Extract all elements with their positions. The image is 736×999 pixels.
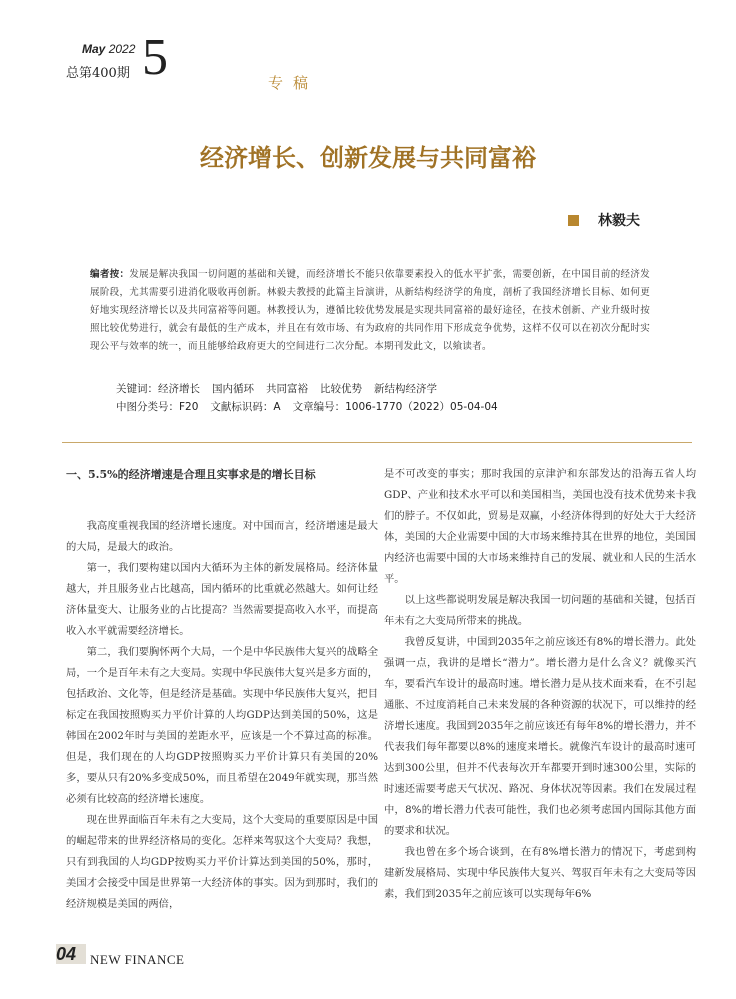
keyword: 新结构经济学: [374, 383, 437, 395]
clc-value: F20: [179, 401, 199, 413]
article-title: 经济增长、创新发展与共同富裕: [200, 144, 536, 172]
paragraph: 我曾反复讲，中国到2035年之前应该还有8%的增长潜力。此处强调一点，我讲的是增长“潜力”。增长潜力是什么含义？就像买汽车，要看汽车设计的最高时速。增长潜力是从技术面来看，在不引起通胀、不过度消耗自己未来发展的各种资源的状况下，可以维持的经济增长速度。我国到2035年之前应该还有每年8%的增长潜力，并不代表我们每年都要以8%的速度来增长。就像汽车设计的最高时速可达到300公里，但并不代表每次开车都要开到时速300公里，实际的时速还需要考虑天气状况、路况、身体状况等因素。我们在发展过程中，8%的增长潜力代表可能性，我们也必须考虑国内国际其他方面的要求和状况。: [384, 636, 696, 837]
keyword: 经济增长: [158, 383, 200, 395]
editor-note-label: 编者按：: [90, 269, 130, 280]
body-column-right: [384, 464, 696, 905]
section-heading: 一、5.5%的经济增速是合理且实事求是的增长目标: [66, 468, 316, 481]
paragraph: 第一，我们要构建以国内大循环为主体的新发展格局。经济体量越大，并且服务业占比越高，国内循环的比重就必然越大。如何让经济体量变大、让服务业的占比提高？当然需要提高收入水平，而提高收入水平就需要经济增长。: [66, 562, 378, 637]
doc-code-value: A: [273, 401, 281, 413]
section-label: 专稿: [268, 74, 319, 92]
paragraph: 第二，我们要胸怀两个大局，一个是中华民族伟大复兴的战略全局，一个是百年未有之大变局。实现中华民族伟大复兴是多方面的，包括政治、文化等，但是经济是基础。实现中华民族伟大复兴，把目标定在我国按照购买力平价计算的人均GDP达到美国的50%，这是韩国在2002年时与美国的差距水平，应该是一个不算过高的标准。但是，我们现在的人均GDP按照购买力平价计算只有美国的20%多，要从只有20%多变成50%，而且希望在2049年就实现，那当然必须有比较高的经济增长速度。: [66, 646, 378, 805]
classification-row: [116, 398, 510, 416]
editor-note: [90, 266, 650, 356]
divider: [62, 442, 692, 443]
keywords-row: [116, 380, 510, 398]
keyword: 比较优势: [320, 383, 362, 395]
paragraph: 我也曾在多个场合谈到，在有8%增长潜力的情况下，考虑到构建新发展格局、实现中华民族伟大复兴、驾驭百年未有之大变局等因素，我们到2035年之前应该可以实现每年6%: [384, 846, 696, 900]
paragraph: 以上这些都说明发展是解决我国一切问题的基础和关键，包括百年未有之大变局所带来的挑战。: [384, 594, 696, 627]
clc-label: 中图分类号：: [116, 401, 179, 413]
keywords-label: 关键词：: [116, 383, 158, 395]
year-text: 2022: [108, 42, 136, 56]
keyword: 国内循环: [212, 383, 254, 395]
issue-month: [82, 42, 135, 56]
keyword: 共同富裕: [266, 383, 308, 395]
month-text: May: [82, 42, 106, 56]
author-square-icon: [568, 215, 579, 226]
page-number: 04: [56, 944, 77, 964]
paragraph: 现在世界面临百年未有之大变局，这个大变局的重要原因是中国的崛起带来的世界经济格局的变化。怎样来驾驭这个大变局？我想，只有到我国的人均GDP按购买力平价计算达到美国的50%，那时，美国才会接受中国是世界第一大经济体的事实。因为到那时，我们的经济规模是美国的两倍，: [66, 814, 378, 910]
editor-note-text: 发展是解决我国一切问题的基础和关键，而经济增长不能只依靠要素投入的低水平扩张，需要创新，在中国目前的经济发展阶段，尤其需要引进消化吸收再创新。林毅夫教授的此篇主旨演讲，从新结构经济学的角度，剖析了我国经济增长目标、如何更好地实现经济增长以及共同富裕等问题。林教授认为，遵循比较优势发展是实现共同富裕的最好途径，在技术创新、产业升级时按照比较优势进行，就会有最低的生产成本，并且在有效市场、有为政府的共同作用下形成竞争优势，这样不仅可以在初次分配时实现公平与效率的统一，而且能够给政府更大的空间进行二次分配。本期刊发此文，以飨读者。: [90, 269, 651, 352]
paragraph: 我高度重视我国的经济增长速度。对中国而言，经济增速是最大的大局，是最大的政治。: [66, 520, 378, 553]
issue-number: 5: [142, 29, 168, 86]
body-column-left: [66, 464, 378, 915]
article-no-label: 文章编号：: [292, 401, 346, 413]
issue-total: 总第400期: [66, 66, 130, 81]
doc-code-label: 文献标识码：: [210, 401, 274, 413]
article-no-value: 1006-1770（2022）05-04-04: [345, 401, 498, 413]
author-name: 林毅夫: [598, 213, 640, 229]
paragraph: 是不可改变的事实；那时我国的京津沪和东部发达的沿海五省人均GDP、产业和技术水平可以和美国相当，美国也没有技术优势来卡我们的脖子。不仅如此，贸易是双赢，小经济体得到的好处大于大经济体，美国的大企业需要中国的大市场来维持其在世界的地位，美国国内经济也需要中国的大市场来维持自己的发展、就业和人民的生活水平。: [384, 468, 696, 585]
article-meta: [116, 380, 510, 416]
journal-name: NEW FINANCE: [90, 952, 185, 967]
